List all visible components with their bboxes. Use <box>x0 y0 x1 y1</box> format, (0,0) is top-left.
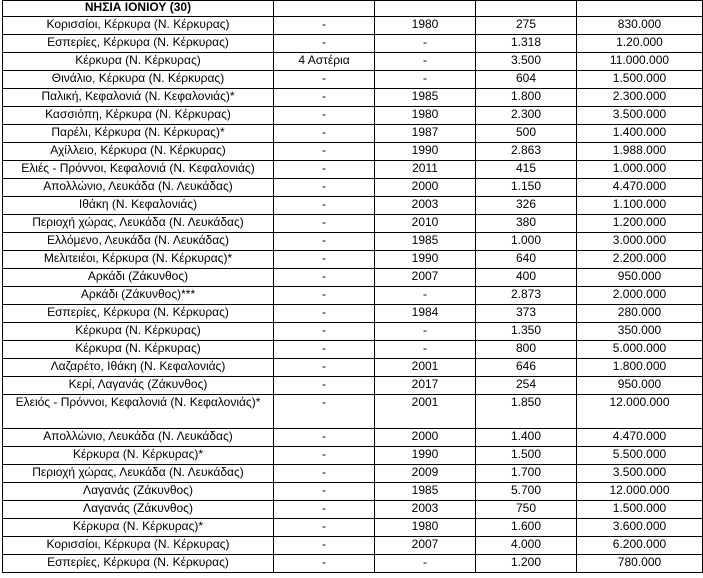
category-cell: - <box>274 359 375 377</box>
location-cell: Κασσιόπη, Κέρκυρα (Ν. Κέρκυρας) <box>3 107 274 125</box>
location-cell: Αρκάδι (Ζάκυνθος) <box>3 269 274 287</box>
price-cell: 950.000 <box>577 269 703 287</box>
category-cell: - <box>274 465 375 483</box>
price-cell: 12.000.000 <box>577 483 703 501</box>
category-cell: - <box>274 287 375 305</box>
area-cell: 2.863 <box>476 143 577 161</box>
table-row <box>3 501 703 519</box>
area-cell: 1.400 <box>476 429 577 447</box>
year-cell: 1984 <box>375 305 476 323</box>
price-cell: 1.20.000 <box>577 35 703 53</box>
year-cell: 1990 <box>375 251 476 269</box>
table-row <box>3 89 703 107</box>
year-cell: 2011 <box>375 161 476 179</box>
area-cell: 800 <box>476 341 577 359</box>
area-cell: 2.300 <box>476 107 577 125</box>
price-cell: 6.200.000 <box>577 537 703 555</box>
location-cell: Αχίλλειο, Κέρκυρα (Ν. Κέρκυρας) <box>3 143 274 161</box>
header-empty-cell <box>476 1 577 17</box>
year-cell: 1985 <box>375 89 476 107</box>
area-cell: 1.350 <box>476 323 577 341</box>
location-cell: Παρέλι, Κέρκυρα (Ν. Κέρκυρας)* <box>3 125 274 143</box>
table-row <box>3 341 703 359</box>
category-cell: - <box>274 305 375 323</box>
table-row <box>3 35 703 53</box>
area-cell: 400 <box>476 269 577 287</box>
price-cell: 1.500.000 <box>577 501 703 519</box>
table-row <box>3 377 703 395</box>
category-cell: - <box>274 429 375 447</box>
table-row <box>3 465 703 483</box>
category-cell: - <box>274 197 375 215</box>
location-cell: Κορισσίοι, Κέρκυρα (Ν. Κέρκυρας) <box>3 537 274 555</box>
year-cell: 2003 <box>375 501 476 519</box>
location-cell: Εσπερίες, Κέρκυρα (Ν. Κέρκυρας) <box>3 305 274 323</box>
table-row <box>3 269 703 287</box>
table-row <box>3 395 703 429</box>
area-cell: 1.500 <box>476 447 577 465</box>
category-cell: - <box>274 501 375 519</box>
location-cell: Ελιές - Πρόννοι, Κεφαλονιά (Ν. Κεφαλονιάς) <box>3 161 274 179</box>
price-cell: 12.000.000 <box>577 395 703 429</box>
table-row <box>3 483 703 501</box>
location-cell: Κέρκυρα (Ν. Κέρκυρας)* <box>3 519 274 537</box>
area-cell: 1.850 <box>476 395 577 429</box>
year-cell: 1985 <box>375 233 476 251</box>
price-cell: 2.300.000 <box>577 89 703 107</box>
category-cell: - <box>274 215 375 233</box>
category-cell: - <box>274 89 375 107</box>
price-cell: 3.600.000 <box>577 519 703 537</box>
table-row <box>3 429 703 447</box>
table-row <box>3 143 703 161</box>
area-cell: 1.600 <box>476 519 577 537</box>
area-cell: 2.873 <box>476 287 577 305</box>
table-row <box>3 71 703 89</box>
location-cell: Λαγανάς (Ζάκυνθος) <box>3 501 274 519</box>
year-cell: - <box>375 35 476 53</box>
year-cell: 2007 <box>375 537 476 555</box>
price-cell: 780.000 <box>577 555 703 573</box>
category-cell: - <box>274 17 375 35</box>
location-cell: Εσπερίες, Κέρκυρα (Ν. Κέρκυρας) <box>3 555 274 573</box>
price-cell: 1.800.000 <box>577 359 703 377</box>
category-cell: - <box>274 519 375 537</box>
area-cell: 5.700 <box>476 483 577 501</box>
location-cell: Κερί, Λαγανάς (Ζάκυνθος) <box>3 377 274 395</box>
year-cell: 1990 <box>375 447 476 465</box>
price-cell: 1.000.000 <box>577 161 703 179</box>
location-cell: Ελλόμενο, Λευκάδα (Ν. Λευκάδας) <box>3 233 274 251</box>
year-cell: 2009 <box>375 465 476 483</box>
year-cell: - <box>375 287 476 305</box>
location-cell: Κέρκυρα (Ν. Κέρκυρας) <box>3 53 274 71</box>
area-cell: 373 <box>476 305 577 323</box>
location-cell: Παλική, Κεφαλονιά (Ν. Κεφαλονιάς)* <box>3 89 274 107</box>
year-cell: - <box>375 341 476 359</box>
year-cell: 2010 <box>375 215 476 233</box>
year-cell: 2001 <box>375 359 476 377</box>
area-cell: 604 <box>476 71 577 89</box>
year-cell: 1980 <box>375 519 476 537</box>
table-row <box>3 305 703 323</box>
area-cell: 380 <box>476 215 577 233</box>
price-cell: 1.500.000 <box>577 71 703 89</box>
area-cell: 3.500 <box>476 53 577 71</box>
area-cell: 275 <box>476 17 577 35</box>
category-cell: - <box>274 447 375 465</box>
year-cell: - <box>375 323 476 341</box>
year-cell: 2017 <box>375 377 476 395</box>
price-cell: 950.000 <box>577 377 703 395</box>
location-cell: Περιοχή χώρας, Λευκάδα (Ν. Λευκάδας) <box>3 465 274 483</box>
year-cell: - <box>375 555 476 573</box>
category-cell: - <box>274 555 375 573</box>
area-cell: 415 <box>476 161 577 179</box>
price-cell: 1.100.000 <box>577 197 703 215</box>
area-cell: 646 <box>476 359 577 377</box>
category-cell: - <box>274 179 375 197</box>
location-cell: Ιθάκη (Ν. Κεφαλονιάς) <box>3 197 274 215</box>
table-row <box>3 107 703 125</box>
category-cell: - <box>274 125 375 143</box>
price-cell: 5.500.000 <box>577 447 703 465</box>
year-cell: 2000 <box>375 429 476 447</box>
category-cell: - <box>274 269 375 287</box>
table-row <box>3 519 703 537</box>
location-cell: Μελιτειέοι, Κέρκυρα (Ν. Κέρκυρας)* <box>3 251 274 269</box>
year-cell: 1980 <box>375 17 476 35</box>
price-cell: 4.470.000 <box>577 179 703 197</box>
category-cell: - <box>274 233 375 251</box>
category-cell: - <box>274 377 375 395</box>
area-cell: 1.000 <box>476 233 577 251</box>
area-cell: 1.318 <box>476 35 577 53</box>
header-empty-cell <box>375 1 476 17</box>
table-row <box>3 179 703 197</box>
location-cell: Περιοχή χώρας, Λευκάδα (Ν. Λευκάδας) <box>3 215 274 233</box>
table-row <box>3 359 703 377</box>
location-cell: Λαζαρέτο, Ιθάκη (Ν. Κεφαλονιάς) <box>3 359 274 377</box>
table-row <box>3 53 703 71</box>
header-empty-cell <box>274 1 375 17</box>
category-cell: - <box>274 35 375 53</box>
category-cell: - <box>274 395 375 429</box>
year-cell: 1990 <box>375 143 476 161</box>
year-cell: 2007 <box>375 269 476 287</box>
price-cell: 2.200.000 <box>577 251 703 269</box>
area-cell: 1.200 <box>476 555 577 573</box>
area-cell: 1.150 <box>476 179 577 197</box>
price-cell: 830.000 <box>577 17 703 35</box>
year-cell: 1985 <box>375 483 476 501</box>
location-cell: Απολλώνιο, Λευκάδα (Ν. Λευκάδας) <box>3 179 274 197</box>
location-cell: Εσπερίες, Κέρκυρα (Ν. Κέρκυρας) <box>3 35 274 53</box>
year-cell: 1987 <box>375 125 476 143</box>
price-cell: 4.470.000 <box>577 429 703 447</box>
location-cell: Απολλώνιο, Λευκάδα (Ν. Λευκάδας) <box>3 429 274 447</box>
location-cell: Κέρκυρα (Ν. Κέρκυρας) <box>3 341 274 359</box>
year-cell: 2000 <box>375 179 476 197</box>
price-cell: 1.400.000 <box>577 125 703 143</box>
table-row <box>3 287 703 305</box>
year-cell: 2003 <box>375 197 476 215</box>
location-cell: Θινάλιο, Κέρκυρα (Ν. Κέρκυρας) <box>3 71 274 89</box>
year-cell: 1980 <box>375 107 476 125</box>
table-row <box>3 251 703 269</box>
region-title: ΝΗΣΙΑ ΙΟΝΙΟΥ (30) <box>3 1 274 17</box>
location-cell: Κέρκυρα (Ν. Κέρκυρας) <box>3 323 274 341</box>
price-cell: 350.000 <box>577 323 703 341</box>
category-cell: - <box>274 341 375 359</box>
table-header-row <box>3 1 703 17</box>
location-cell: Λαγανάς (Ζάκυνθος) <box>3 483 274 501</box>
area-cell: 1.700 <box>476 465 577 483</box>
table-row <box>3 215 703 233</box>
category-cell: - <box>274 107 375 125</box>
category-cell: 4 Αστέρια <box>274 53 375 71</box>
area-cell: 254 <box>476 377 577 395</box>
price-cell: 3.500.000 <box>577 107 703 125</box>
table-row <box>3 537 703 555</box>
table-row <box>3 447 703 465</box>
year-cell: - <box>375 53 476 71</box>
area-cell: 4.000 <box>476 537 577 555</box>
year-cell: - <box>375 71 476 89</box>
category-cell: - <box>274 143 375 161</box>
header-empty-cell <box>577 1 703 17</box>
category-cell: - <box>274 323 375 341</box>
price-cell: 1.988.000 <box>577 143 703 161</box>
price-cell: 5.000.000 <box>577 341 703 359</box>
table-row <box>3 555 703 573</box>
category-cell: - <box>274 537 375 555</box>
price-cell: 3.500.000 <box>577 465 703 483</box>
price-cell: 280.000 <box>577 305 703 323</box>
table-row <box>3 323 703 341</box>
price-cell: 2.000.000 <box>577 287 703 305</box>
location-cell: Κέρκυρα (Ν. Κέρκυρας)* <box>3 447 274 465</box>
location-cell: Κορισσίοι, Κέρκυρα (Ν. Κέρκυρας) <box>3 17 274 35</box>
category-cell: - <box>274 161 375 179</box>
area-cell: 640 <box>476 251 577 269</box>
location-cell: Αρκάδι (Ζάκυνθος)*** <box>3 287 274 305</box>
table-row <box>3 197 703 215</box>
category-cell: - <box>274 71 375 89</box>
area-cell: 326 <box>476 197 577 215</box>
area-cell: 750 <box>476 501 577 519</box>
location-cell: Ελειός - Πρόννοι, Κεφαλονιά (Ν. Κεφαλονιάς)* <box>3 395 274 429</box>
area-cell: 1.800 <box>476 89 577 107</box>
category-cell: - <box>274 483 375 501</box>
area-cell: 500 <box>476 125 577 143</box>
table-row <box>3 233 703 251</box>
year-cell: 2001 <box>375 395 476 429</box>
price-cell: 3.000.000 <box>577 233 703 251</box>
table-row <box>3 125 703 143</box>
listings-table <box>2 0 703 573</box>
listings-table-body <box>3 1 703 573</box>
price-cell: 1.200.000 <box>577 215 703 233</box>
price-cell: 11.000.000 <box>577 53 703 71</box>
category-cell: - <box>274 251 375 269</box>
table-row <box>3 161 703 179</box>
table-row <box>3 17 703 35</box>
